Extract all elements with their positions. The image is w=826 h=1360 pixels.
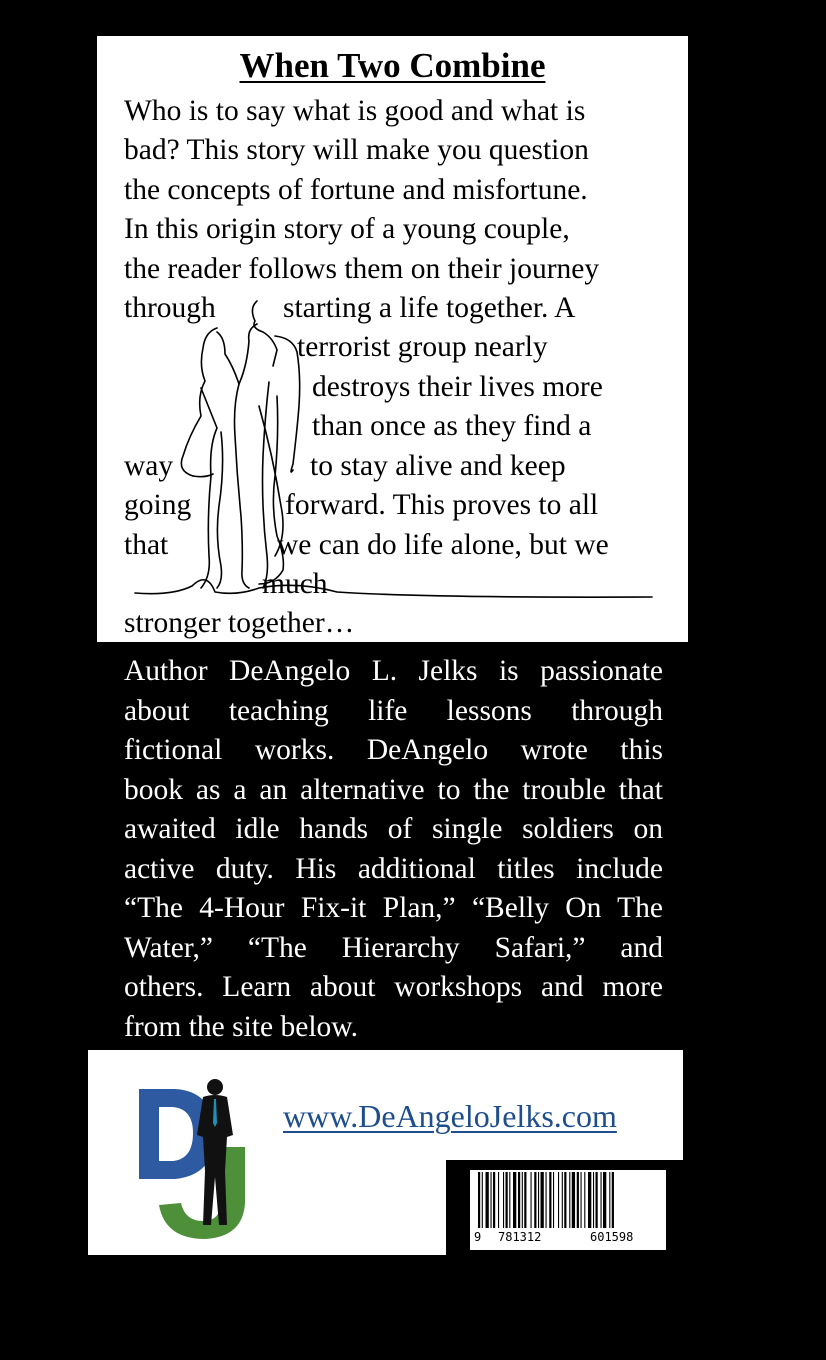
barcode-bar [549,1172,551,1228]
barcode-bar [601,1172,602,1228]
barcode-bar [498,1172,499,1228]
synopsis-line: we can do life alone, but we [277,529,609,561]
website-link[interactable]: www.DeAngeloJelks.com [283,1098,617,1134]
barcode-bar [603,1172,606,1228]
barcode-bar [506,1172,508,1228]
bio-line: active duty. His additional titles include [124,852,663,885]
barcode-bar [522,1172,523,1228]
barcode-bar [546,1172,547,1228]
barcode-bar [503,1172,504,1228]
author-bio [124,652,663,1047]
barcode-bar [486,1172,489,1228]
bio-line: from the site below. [124,1010,359,1043]
barcode-bars [470,1170,666,1230]
barcode-bar [612,1172,614,1228]
barcode-bar [596,1172,598,1228]
barcode-bar [531,1172,532,1228]
synopsis-line: Who is to say what is good and what is [124,95,586,127]
barcode-bar [478,1172,480,1228]
barcode-bar [518,1172,520,1228]
synopsis-box [97,36,688,642]
synopsis-line: forward. This proves to all [285,489,599,521]
synopsis-line: way [124,450,174,482]
bio-line: fictional works. DeAngelo wrote this [124,734,663,766]
barcode-bar [482,1172,483,1228]
barcode-bar [509,1172,510,1228]
bio-line: Water,” “The Hierarchy Safari,” and [124,931,663,964]
barcode-bar [569,1172,570,1228]
barcode-bar [572,1172,575,1228]
barcode-bar [581,1172,582,1228]
bio-line: others. Learn about workshops and more [124,971,663,1003]
bio-line: awaited idle hands of single soldiers on [124,813,663,845]
barcode-group-1: 781312 [498,1230,542,1244]
barcode-bar [564,1172,566,1228]
bio-line: “The 4-Hour Fix-it Plan,” “Belly On The [124,892,663,924]
isbn-barcode [470,1170,666,1250]
synopsis-line: much [262,568,328,600]
barcode-bar [541,1172,544,1228]
barcode-bar [593,1172,594,1228]
synopsis-line: bad? This story will make you question [124,134,589,166]
barcode-bar [577,1172,579,1228]
barcode-bar [553,1172,554,1228]
synopsis-line: that [124,529,169,561]
synopsis-line: terrorist group nearly [297,331,548,363]
barcode-group-2: 601598 [590,1230,634,1244]
bio-line: Author DeAngelo L. Jelks is passionate [124,655,663,687]
bio-line: book as a an alternative to the trouble that [124,773,663,806]
barcode-digit-lead: 9 [474,1230,482,1244]
barcode-bar [609,1172,610,1228]
barcode-bar [513,1172,516,1228]
barcode-bar [524,1172,526,1228]
barcode-bar [562,1172,563,1228]
synopsis-line: In this origin story of a young couple, [124,213,570,245]
synopsis-line: destroys their lives more [312,371,603,403]
barcode-bar [584,1172,585,1228]
synopsis-line: to stay alive and keep [310,450,566,482]
synopsis-line: the concepts of fortune and misfortune. [124,174,588,206]
synopsis-line: through [124,292,216,324]
dj-logo [135,1075,265,1245]
synopsis-line: the reader follows them on their journey [124,253,600,285]
barcode-bar [534,1172,536,1228]
synopsis-line: stronger together… [124,607,355,639]
synopsis-line: than once as they find a [312,410,592,442]
synopsis-line: going [124,489,192,521]
book-title: When Two Combine [239,46,546,85]
bio-line: about teaching life lessons through [124,694,663,727]
barcode-bar [491,1172,492,1228]
barcode-bar [538,1172,539,1228]
barcode-bar [588,1172,591,1228]
synopsis-line: starting a life together. A [283,292,576,324]
barcode-bar [558,1172,559,1228]
barcode-bar [493,1172,495,1228]
